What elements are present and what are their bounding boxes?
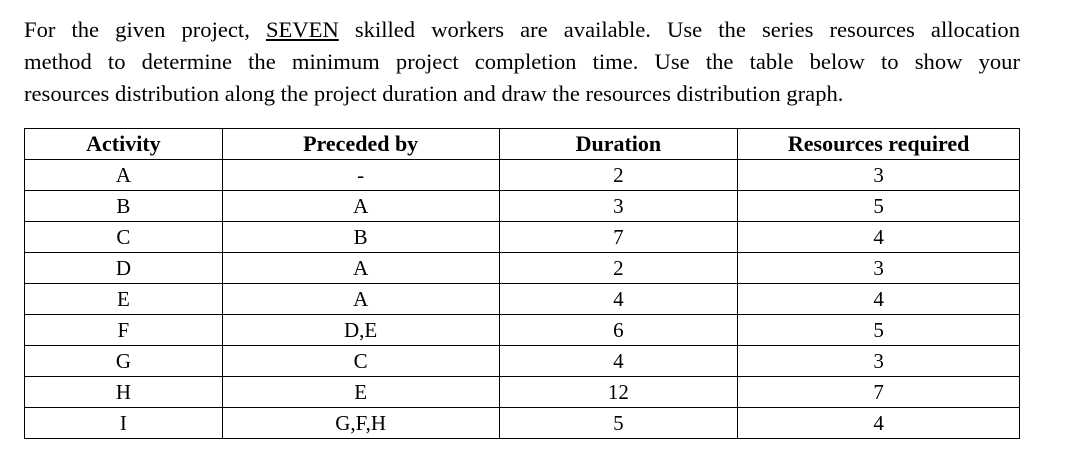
- cell-activity: A: [25, 160, 223, 191]
- emphasized-worker-count: SEVEN: [265, 17, 339, 42]
- header-preceded-by: Preceded by: [222, 129, 499, 160]
- table-row: [25, 191, 1020, 222]
- table-row: [25, 408, 1020, 439]
- cell-activity: G: [25, 346, 223, 377]
- cell-preceded-by: B: [222, 222, 499, 253]
- table-row: [25, 315, 1020, 346]
- table-row: [25, 346, 1020, 377]
- header-resources-required: Resources required: [738, 129, 1020, 160]
- cell-resources: 5: [738, 315, 1020, 346]
- cell-activity: D: [25, 253, 223, 284]
- table-row: [25, 377, 1020, 408]
- table-row: [25, 253, 1020, 284]
- cell-resources: 3: [738, 346, 1020, 377]
- cell-duration: 6: [499, 315, 738, 346]
- table-header-row: [25, 129, 1020, 160]
- cell-duration: 2: [499, 253, 738, 284]
- problem-line-2: method to determine the minimum project completion time. Use the table below to show your: [24, 49, 1020, 74]
- header-activity: Activity: [25, 129, 223, 160]
- cell-preceded-by: A: [222, 284, 499, 315]
- table-row: [25, 160, 1020, 191]
- cell-resources: 4: [738, 222, 1020, 253]
- cell-preceded-by: -: [222, 160, 499, 191]
- problem-line-3: resources distribution along the project duration and draw the resources distribution graph.: [24, 81, 844, 106]
- cell-activity: C: [25, 222, 223, 253]
- cell-preceded-by: G,F,H: [222, 408, 499, 439]
- problem-line-1: [24, 14, 1020, 46]
- cell-duration: 7: [499, 222, 738, 253]
- table-row: [25, 222, 1020, 253]
- cell-preceded-by: A: [222, 253, 499, 284]
- cell-resources: 4: [738, 408, 1020, 439]
- cell-preceded-by: A: [222, 191, 499, 222]
- problem-line-1-end: skilled workers are available. Use the series resources allocation: [338, 17, 1020, 42]
- cell-duration: 4: [499, 346, 738, 377]
- cell-resources: 4: [738, 284, 1020, 315]
- cell-preceded-by: C: [222, 346, 499, 377]
- cell-activity: H: [25, 377, 223, 408]
- cell-resources: 7: [738, 377, 1020, 408]
- cell-preceded-by: D,E: [222, 315, 499, 346]
- activity-table: [24, 128, 1020, 439]
- problem-line-1-start: For the given project,: [24, 17, 266, 42]
- cell-activity: F: [25, 315, 223, 346]
- cell-activity: I: [25, 408, 223, 439]
- cell-activity: E: [25, 284, 223, 315]
- cell-duration: 3: [499, 191, 738, 222]
- cell-duration: 2: [499, 160, 738, 191]
- cell-duration: 4: [499, 284, 738, 315]
- cell-preceded-by: E: [222, 377, 499, 408]
- header-duration: Duration: [499, 129, 738, 160]
- cell-resources: 3: [738, 160, 1020, 191]
- cell-duration: 12: [499, 377, 738, 408]
- table-row: [25, 284, 1020, 315]
- problem-statement: [24, 14, 1020, 110]
- cell-activity: B: [25, 191, 223, 222]
- cell-resources: 3: [738, 253, 1020, 284]
- cell-resources: 5: [738, 191, 1020, 222]
- cell-duration: 5: [499, 408, 738, 439]
